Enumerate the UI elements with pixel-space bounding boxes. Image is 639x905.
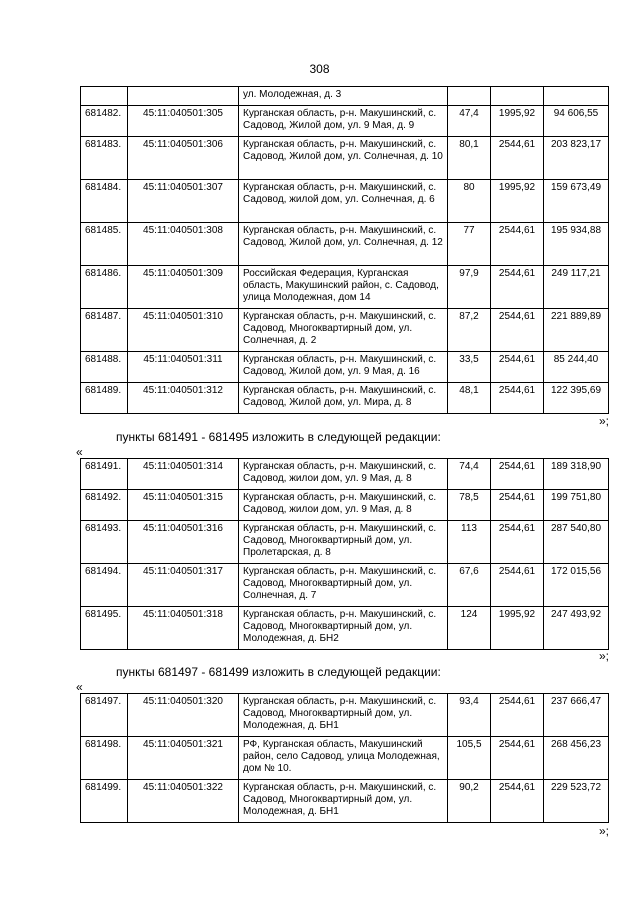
area: 48,1 (448, 383, 491, 414)
area: 33,5 (448, 352, 491, 383)
cadastral-number: 45:11:040501:312 (128, 383, 239, 414)
rate: 2544,61 (491, 694, 544, 737)
address: Курганская область, р-н. Макушинский, с. Садовод, Многоквартирный дом, ул. Молодежная, д. БН1 (239, 694, 448, 737)
cadastral-number: 45:11:040501:322 (128, 780, 239, 823)
area: 87,2 (448, 309, 491, 352)
cost: 122 395,69 (544, 383, 609, 414)
closing-quote: »; (598, 649, 609, 663)
address: Курганская область, р-н. Макушинский, с. Садовод, жилои дом, ул. 9 Мая, д. 8 (239, 490, 448, 521)
table-row (81, 266, 609, 309)
rate: 2544,61 (491, 780, 544, 823)
row-number (81, 87, 128, 106)
cadastral-number: 45:11:040501:306 (128, 137, 239, 180)
address: Курганская область, р-н. Макушинский, с. Садовод, Жилой дом, ул. 9 Мая, д. 9 (239, 106, 448, 137)
cost: 189 318,90 (544, 459, 609, 490)
rate: 1995,92 (491, 180, 544, 223)
row-number: 681489. (81, 383, 128, 414)
cadastral-number: 45:11:040501:316 (128, 521, 239, 564)
rate: 2544,61 (491, 564, 544, 607)
area: 47,4 (448, 106, 491, 137)
address: Курганская область, р-н. Макушинский, с. Садовод, Жилой дом, ул. Солнечная, д. 12 (239, 223, 448, 266)
rate: 2544,61 (491, 490, 544, 521)
address: Курганская область, р-н. Макушинский, с. Садовод, Многоквартирный дом, ул. Солнечная, д. 2 (239, 309, 448, 352)
cost: 287 540,80 (544, 521, 609, 564)
row-number: 681495. (81, 607, 128, 650)
registry-table-3 (80, 693, 609, 823)
table-row (81, 106, 609, 137)
cadastral-number: 45:11:040501:320 (128, 694, 239, 737)
area (448, 87, 491, 106)
area: 78,5 (448, 490, 491, 521)
table-row (81, 352, 609, 383)
cost: 94 606,55 (544, 106, 609, 137)
rate: 1995,92 (491, 607, 544, 650)
rate: 1995,92 (491, 106, 544, 137)
table-row (81, 309, 609, 352)
table-row (81, 180, 609, 223)
table-row (81, 737, 609, 780)
rate: 2544,61 (491, 223, 544, 266)
cadastral-number (128, 87, 239, 106)
cost: 195 934,88 (544, 223, 609, 266)
rate: 2544,61 (491, 352, 544, 383)
opening-quote: « (76, 445, 83, 459)
cost: 249 117,21 (544, 266, 609, 309)
table-row (81, 521, 609, 564)
cost: 268 456,23 (544, 737, 609, 780)
registry-table-2 (80, 458, 609, 650)
table-row (81, 607, 609, 650)
table-row (81, 137, 609, 180)
rate: 2544,61 (491, 737, 544, 780)
cadastral-number: 45:11:040501:315 (128, 490, 239, 521)
row-number: 681482. (81, 106, 128, 137)
address: Курганская область, р-н. Макушинский, с. Садовод, Жилой дом, ул. 9 Мая, д. 16 (239, 352, 448, 383)
cost (544, 87, 609, 106)
closing-quote: »; (598, 414, 609, 428)
address: Российская Федерация, Курганская область, Макушинский район, с. Садовод, улица Молодежная, дом 14 (239, 266, 448, 309)
amendment-instruction: пункты 681497 - 681499 изложить в следующей редакции: (116, 665, 441, 679)
area: 77 (448, 223, 491, 266)
cadastral-number: 45:11:040501:311 (128, 352, 239, 383)
row-number: 681485. (81, 223, 128, 266)
cadastral-number: 45:11:040501:305 (128, 106, 239, 137)
area: 97,9 (448, 266, 491, 309)
amendment-instruction: пункты 681491 - 681495 изложить в следующей редакции: (116, 430, 441, 444)
row-number: 681483. (81, 137, 128, 180)
address: Курганская область, р-н. Макушинский, с. Садовод, жилой дом, ул. Солнечная, д. 6 (239, 180, 448, 223)
area: 80 (448, 180, 491, 223)
area: 80,1 (448, 137, 491, 180)
address: Курганская область, р-н. Макушинский, с. Садовод, жилои дом, ул. 9 Мая, д. 8 (239, 459, 448, 490)
area: 113 (448, 521, 491, 564)
table-row (81, 564, 609, 607)
cadastral-number: 45:11:040501:318 (128, 607, 239, 650)
table-row (81, 459, 609, 490)
row-number: 681488. (81, 352, 128, 383)
rate: 2544,61 (491, 266, 544, 309)
address: Курганская область, р-н. Макушинский, с. Садовод, Многоквартирный дом, ул. Молодежная, д. БН1 (239, 780, 448, 823)
rate: 2544,61 (491, 309, 544, 352)
rate: 2544,61 (491, 137, 544, 180)
table-row (81, 383, 609, 414)
row-number: 681491. (81, 459, 128, 490)
row-number: 681494. (81, 564, 128, 607)
address: Курганская область, р-н. Макушинский, с. Садовод, Жилой дом, ул. Мира, д. 8 (239, 383, 448, 414)
cost: 159 673,49 (544, 180, 609, 223)
row-number: 681497. (81, 694, 128, 737)
cadastral-number: 45:11:040501:314 (128, 459, 239, 490)
cadastral-number: 45:11:040501:309 (128, 266, 239, 309)
cost: 247 493,92 (544, 607, 609, 650)
cost: 203 823,17 (544, 137, 609, 180)
address: Курганская область, р-н. Макушинский, с. Садовод, Жилой дом, ул. Солнечная, д. 10 (239, 137, 448, 180)
cadastral-number: 45:11:040501:307 (128, 180, 239, 223)
cadastral-number: 45:11:040501:317 (128, 564, 239, 607)
cadastral-number: 45:11:040501:308 (128, 223, 239, 266)
address: Курганская область, р-н. Макушинский, с. Садовод, Многоквартирный дом, ул. Солнечная, д. 7 (239, 564, 448, 607)
area: 67,6 (448, 564, 491, 607)
table-row (81, 780, 609, 823)
table-row (81, 223, 609, 266)
closing-quote: »; (598, 824, 609, 838)
cost: 221 889,89 (544, 309, 609, 352)
row-number: 681486. (81, 266, 128, 309)
cadastral-number: 45:11:040501:321 (128, 737, 239, 780)
cost: 237 666,47 (544, 694, 609, 737)
address: Курганская область, р-н. Макушинский, с. Садовод, Многоквартирный дом, ул. Пролетарская, д. 8 (239, 521, 448, 564)
cost: 85 244,40 (544, 352, 609, 383)
cost: 199 751,80 (544, 490, 609, 521)
opening-quote: « (76, 680, 83, 694)
row-number: 681498. (81, 737, 128, 780)
rate: 2544,61 (491, 459, 544, 490)
table-row (81, 490, 609, 521)
row-number: 681499. (81, 780, 128, 823)
rate: 2544,61 (491, 383, 544, 414)
cadastral-number: 45:11:040501:310 (128, 309, 239, 352)
registry-table-1 (80, 86, 609, 414)
rate (491, 87, 544, 106)
area: 124 (448, 607, 491, 650)
rate: 2544,61 (491, 521, 544, 564)
address: ул. Молодежная, д. 3 (239, 87, 448, 106)
cost: 229 523,72 (544, 780, 609, 823)
row-number: 681484. (81, 180, 128, 223)
page-number: 308 (309, 62, 330, 76)
table-row (81, 87, 609, 106)
row-number: 681492. (81, 490, 128, 521)
area: 90,2 (448, 780, 491, 823)
row-number: 681487. (81, 309, 128, 352)
table-row (81, 694, 609, 737)
area: 105,5 (448, 737, 491, 780)
row-number: 681493. (81, 521, 128, 564)
cost: 172 015,56 (544, 564, 609, 607)
address: РФ, Курганская область, Макушинский район, село Садовод, улица Молодежная, дом № 10. (239, 737, 448, 780)
area: 74,4 (448, 459, 491, 490)
area: 93,4 (448, 694, 491, 737)
address: Курганская область, р-н. Макушинский, с. Садовод, Многоквартирный дом, ул. Молодежная, д. БН2 (239, 607, 448, 650)
